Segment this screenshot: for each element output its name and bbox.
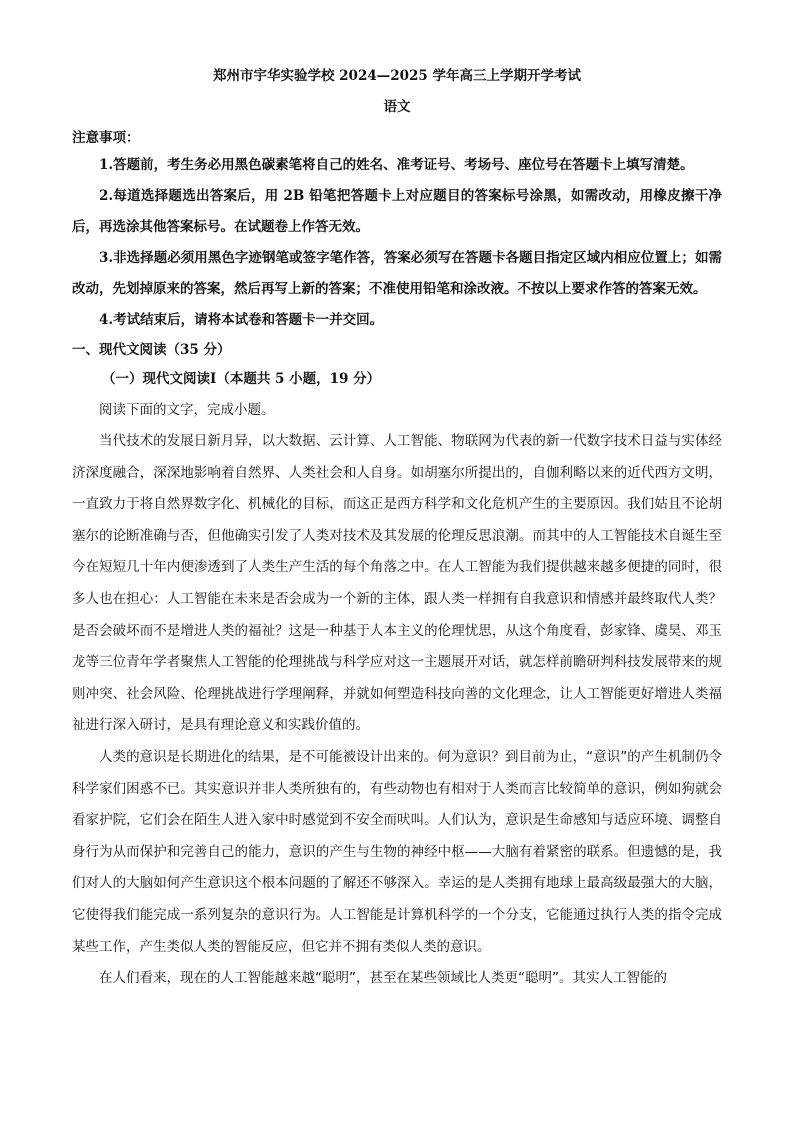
passage-paragraph: 在人们看来，现在的人工智能越来越“聪明”，甚至在某些领域比人类更“聪明”。其实人工智能的 xyxy=(99,970,667,987)
reading-instruction: 阅读下面的文字，完成小题。 xyxy=(99,402,275,418)
passage-paragraph: 当代技术的发展日新月异，以大数据、云计算、人工智能、物联网为代表的新一代数字技术日益与实体经济深度融合，深深地影响着自然界、人类社会和人自身。如胡塞尔所提出的，自伽利略以来的近代西方文明，一直致力于将自然界数字化、机械化的目标，而这正是西方科学和文化危机产生的主要原因。我们姑且不论胡塞尔的论断准确与否，但他确实引发了人类对技术及其发展的伦理反思浪潮。而其中的人工智能技术自诞生至今在短短几十年内便渗透到了人类生产生活的每个角落之中。在人工智能为我们提供越来越多便捷的同时，很多人也在担心：人工智能在未来是否会成为一个新的主体，跟人类一样拥有自我意识和情感并最终取代人类？是否会破坏而不是增进人类的福祉？这是一种基于人本主义的伦理忧思，从这个角度看，彭家锋、虞昊、邓玉龙等三位青年学者聚焦人工智能的伦理挑战与科学应对这一主题展开对话，就怎样前瞻研判科技发展带来的规则冲突、社会风险、伦理挑战进行学理阐释，并就如何塑造科技向善的文化理念，让人工智能更好增进人类福祉进行深入研讨，是具有理论意义和实践价值的。 xyxy=(72,433,722,734)
passage-paragraph: 人类的意识是长期进化的结果，是不可能被设计出来的。何为意识？到目前为止，“意识”的产生机制仍令科学家们困惑不已。其实意识并非人类所独有的，有些动物也有相对于人类而言比较简单的意识，例如狗就会看家护院，它们会在陌生人进入家中时感觉到不安全而吠叫。人们认为，意识是生命感知与适应环境、调整自身行为从而保护和完善自己的能力，意识的产生与生物的神经中枢——大脑有着紧密的联系。但遗憾的是，我们对人的大脑如何产生意识这个根本问题的了解还不够深入。幸运的是人类拥有地球上最高级最强大的大脑，它使得我们能完成一系列复杂的意识行为。人工智能是计算机科学的一个分支，它能通过执行人类的指令完成某些工作，产生类似人类的智能反应，但它并不拥有类似人类的意识。 xyxy=(72,748,722,955)
notice-item: 1.答题前，考生务必用黑色碳素笔将自己的姓名、准考证号、考场号、座位号在答题卡上填写清楚。 xyxy=(99,157,694,173)
subsection-heading: （一）现代文阅读Ⅰ（本题共 5 小题，19 分） xyxy=(102,371,381,387)
section-heading: 一、现代文阅读（35 分） xyxy=(72,342,231,358)
notice-list xyxy=(72,150,722,336)
notice-heading: 注意事项： xyxy=(72,130,140,146)
exam-title: 郑州市宇华实验学校 2024—2025 学年高三上学期开学考试 xyxy=(212,68,582,84)
notice-item: 4.考试结束后，请将本试卷和答题卡一并交回。 xyxy=(99,312,384,328)
notice-item: 2.每道选择题选出答案后，用 2B 铅笔把答题卡上对应题目的答案标号涂黑，如需改动，用橡皮擦干净后，再选涂其他答案标号。在试题卷上作答无效。 xyxy=(72,188,722,235)
reading-passage xyxy=(72,426,722,995)
notice-item: 3.非选择题必须用黑色字迹钢笔或签字笔作答，答案必须写在答题卡各题目指定区域内相应位置上；如需改动，先划掉原来的答案，然后再写上新的答案；不准使用铅笔和涂改液。不按以上要求作答的答案无效。 xyxy=(72,250,722,297)
subject-title: 语文 xyxy=(383,99,411,115)
